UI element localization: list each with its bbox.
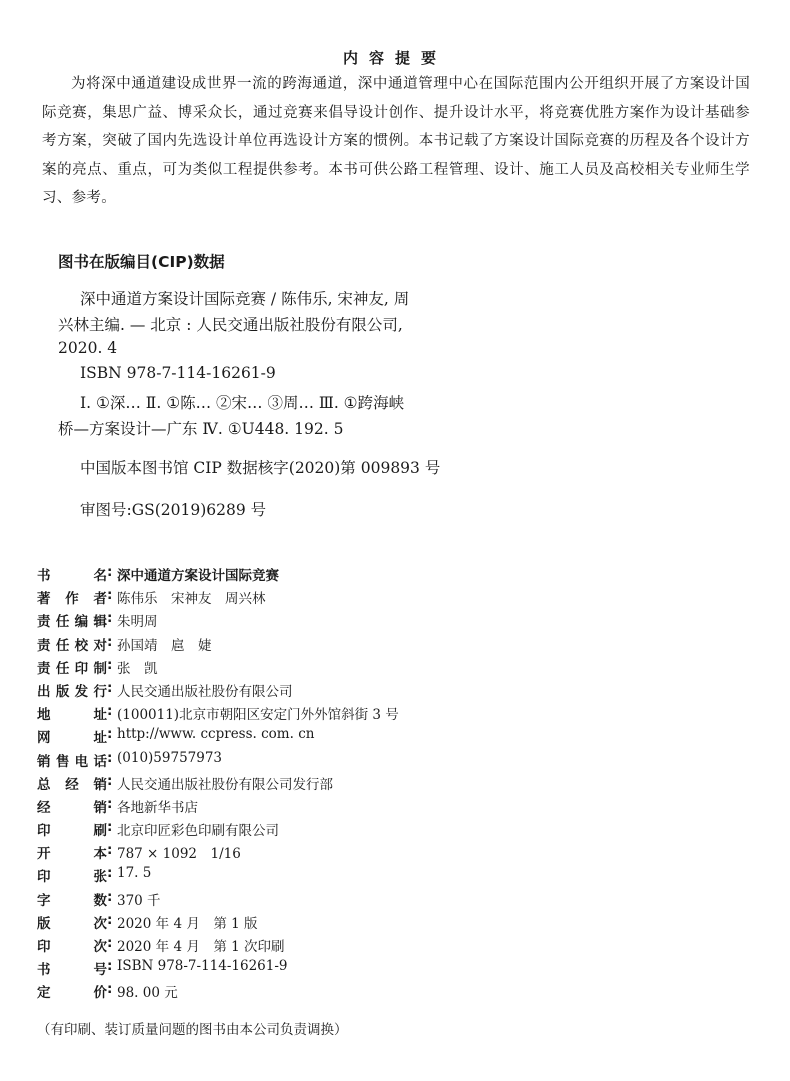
copyright-colon: : bbox=[107, 587, 113, 604]
copyright-row bbox=[37, 819, 757, 842]
copyright-colon: : bbox=[107, 610, 113, 627]
cip-date: 2020. 4 bbox=[58, 339, 118, 357]
copyright-value: 陈伟乐 宋神友 周兴林 bbox=[117, 591, 266, 608]
copyright-label: 出 版 发 行 bbox=[37, 683, 107, 700]
copyright-colon: : bbox=[107, 795, 113, 812]
copyright-colon: : bbox=[107, 911, 113, 928]
copyright-value: 朱明周 bbox=[117, 614, 158, 631]
copyright-value: 370 千 bbox=[117, 892, 161, 909]
copyright-value: http://www. ccpress. com. cn bbox=[117, 726, 315, 743]
copyright-label: 总 经 销 bbox=[37, 776, 107, 793]
copyright-label: 书 号 bbox=[37, 962, 107, 979]
copyright-value: 人民交通出版社股份有限公司 bbox=[117, 683, 293, 700]
copyright-label: 责 任 编 辑 bbox=[37, 614, 107, 631]
copyright-value: 孙国靖 扈 婕 bbox=[117, 637, 212, 654]
copyright-value: ISBN 978-7-114-16261-9 bbox=[117, 958, 288, 975]
copyright-label: 开 本 bbox=[37, 846, 107, 863]
copyright-value: (010)59757973 bbox=[117, 749, 223, 766]
copyright-row bbox=[37, 842, 757, 865]
copyright-colon: : bbox=[107, 819, 113, 836]
copyright-row bbox=[37, 703, 757, 726]
copyright-colon: : bbox=[107, 888, 113, 905]
copyright-table bbox=[37, 564, 757, 1005]
cip-title-line-2: 兴林主编. — 北京 : 人民交通出版社股份有限公司, bbox=[58, 316, 403, 334]
copyright-colon: : bbox=[107, 865, 113, 882]
copyright-colon: : bbox=[107, 981, 113, 998]
copyright-row bbox=[37, 750, 757, 773]
copyright-label: 责 任 印 制 bbox=[37, 660, 107, 677]
copyright-label: 销 售 电 话 bbox=[37, 753, 107, 770]
copyright-row bbox=[37, 610, 757, 633]
cip-isbn: ISBN 978-7-114-16261-9 bbox=[80, 364, 276, 382]
copyright-colon: : bbox=[107, 726, 113, 743]
copyright-label: 印 次 bbox=[37, 939, 107, 955]
copyright-value: 17. 5 bbox=[117, 865, 152, 882]
copyright-row bbox=[37, 935, 757, 958]
copyright-value: 2020 年 4 月 第 1 次印刷 bbox=[117, 939, 285, 955]
cip-classification-line-2: 桥—方案设计—广东 Ⅳ. ①U448. 192. 5 bbox=[58, 420, 344, 438]
copyright-value: 2020 年 4 月 第 1 版 bbox=[117, 915, 258, 932]
copyright-row bbox=[37, 587, 757, 610]
copyright-label: 书 名 bbox=[37, 568, 107, 584]
summary-body: 为将深中通道建设成世界一流的跨海通道，深中通道管理中心在国际范围内公开组织开展了方案设计国际竞赛，集思广益、博采众长，通过竞赛来倡导设计创作、提升设计水平，将竞赛优胜方案作为设计基础参考方案，突破了国内先选设计单位再选设计方案的惯例。本书记载了方案设计国际竞赛的历程及各个设计方案的亮点、重点，可为类似工程提供参考。本书可供公路工程管理、设计、施工人员及高校相关专业师生学习、参考。 bbox=[42, 76, 750, 206]
copyright-label: 印 刷 bbox=[37, 823, 107, 840]
quality-notice: （有印刷、装订质量问题的图书由本公司负责调换） bbox=[37, 1022, 348, 1038]
copyright-row bbox=[37, 680, 757, 703]
copyright-label: 定 价 bbox=[37, 985, 107, 1002]
copyright-value: 787 × 1092 1/16 bbox=[117, 846, 241, 863]
copyright-label: 责 任 校 对 bbox=[37, 637, 107, 654]
copyright-colon: : bbox=[107, 958, 113, 975]
copyright-value: 98. 00 元 bbox=[117, 985, 178, 1002]
copyright-colon: : bbox=[107, 749, 113, 766]
copyright-value: 各地新华书店 bbox=[117, 799, 198, 816]
copyright-row bbox=[37, 865, 757, 888]
copyright-value: 人民交通出版社股份有限公司发行部 bbox=[117, 776, 333, 793]
copyright-row bbox=[37, 564, 757, 587]
copyright-colon: : bbox=[107, 564, 113, 580]
copyright-colon: : bbox=[107, 656, 113, 673]
copyright-label: 网 址 bbox=[37, 730, 107, 747]
copyright-colon: : bbox=[107, 679, 113, 696]
copyright-label: 字 数 bbox=[37, 892, 107, 909]
summary-title: 内容提要 bbox=[342, 49, 447, 67]
copyright-row bbox=[37, 958, 757, 981]
copyright-colon: : bbox=[107, 703, 113, 720]
copyright-label: 著 作 者 bbox=[37, 591, 107, 608]
copyright-row bbox=[37, 889, 757, 912]
copyright-colon: : bbox=[107, 935, 113, 951]
copyright-row bbox=[37, 773, 757, 796]
copyright-label: 印 张 bbox=[37, 869, 107, 886]
copyright-colon: : bbox=[107, 842, 113, 859]
cip-classification-line-1: Ⅰ. ①深… Ⅱ. ①陈… ②宋… ③周… Ⅲ. ①跨海峡 bbox=[80, 394, 405, 412]
copyright-row bbox=[37, 796, 757, 819]
copyright-row bbox=[37, 912, 757, 935]
copyright-label: 经 销 bbox=[37, 799, 107, 816]
copyright-row bbox=[37, 657, 757, 680]
copyright-value: (100011)北京市朝阳区安定门外外馆斜街 3 号 bbox=[117, 707, 399, 724]
copyright-row bbox=[37, 634, 757, 657]
copyright-value: 张 凯 bbox=[117, 660, 158, 677]
copyright-colon: : bbox=[107, 633, 113, 650]
copyright-value: 深中通道方案设计国际竞赛 bbox=[117, 568, 279, 584]
cip-title-line-1: 深中通道方案设计国际竞赛 / 陈伟乐, 宋神友, 周 bbox=[80, 290, 410, 308]
copyright-row bbox=[37, 981, 757, 1004]
copyright-label: 版 次 bbox=[37, 915, 107, 932]
copyright-label: 地 址 bbox=[37, 707, 107, 724]
map-review-number: 审图号:GS(2019)6289 号 bbox=[80, 501, 267, 519]
cip-record-number: 中国版本图书馆 CIP 数据核字(2020)第 009893 号 bbox=[80, 459, 441, 477]
cip-heading: 图书在版编目(CIP)数据 bbox=[58, 253, 225, 271]
copyright-row bbox=[37, 726, 757, 749]
copyright-value: 北京印匠彩色印刷有限公司 bbox=[117, 823, 279, 840]
copyright-colon: : bbox=[107, 772, 113, 789]
